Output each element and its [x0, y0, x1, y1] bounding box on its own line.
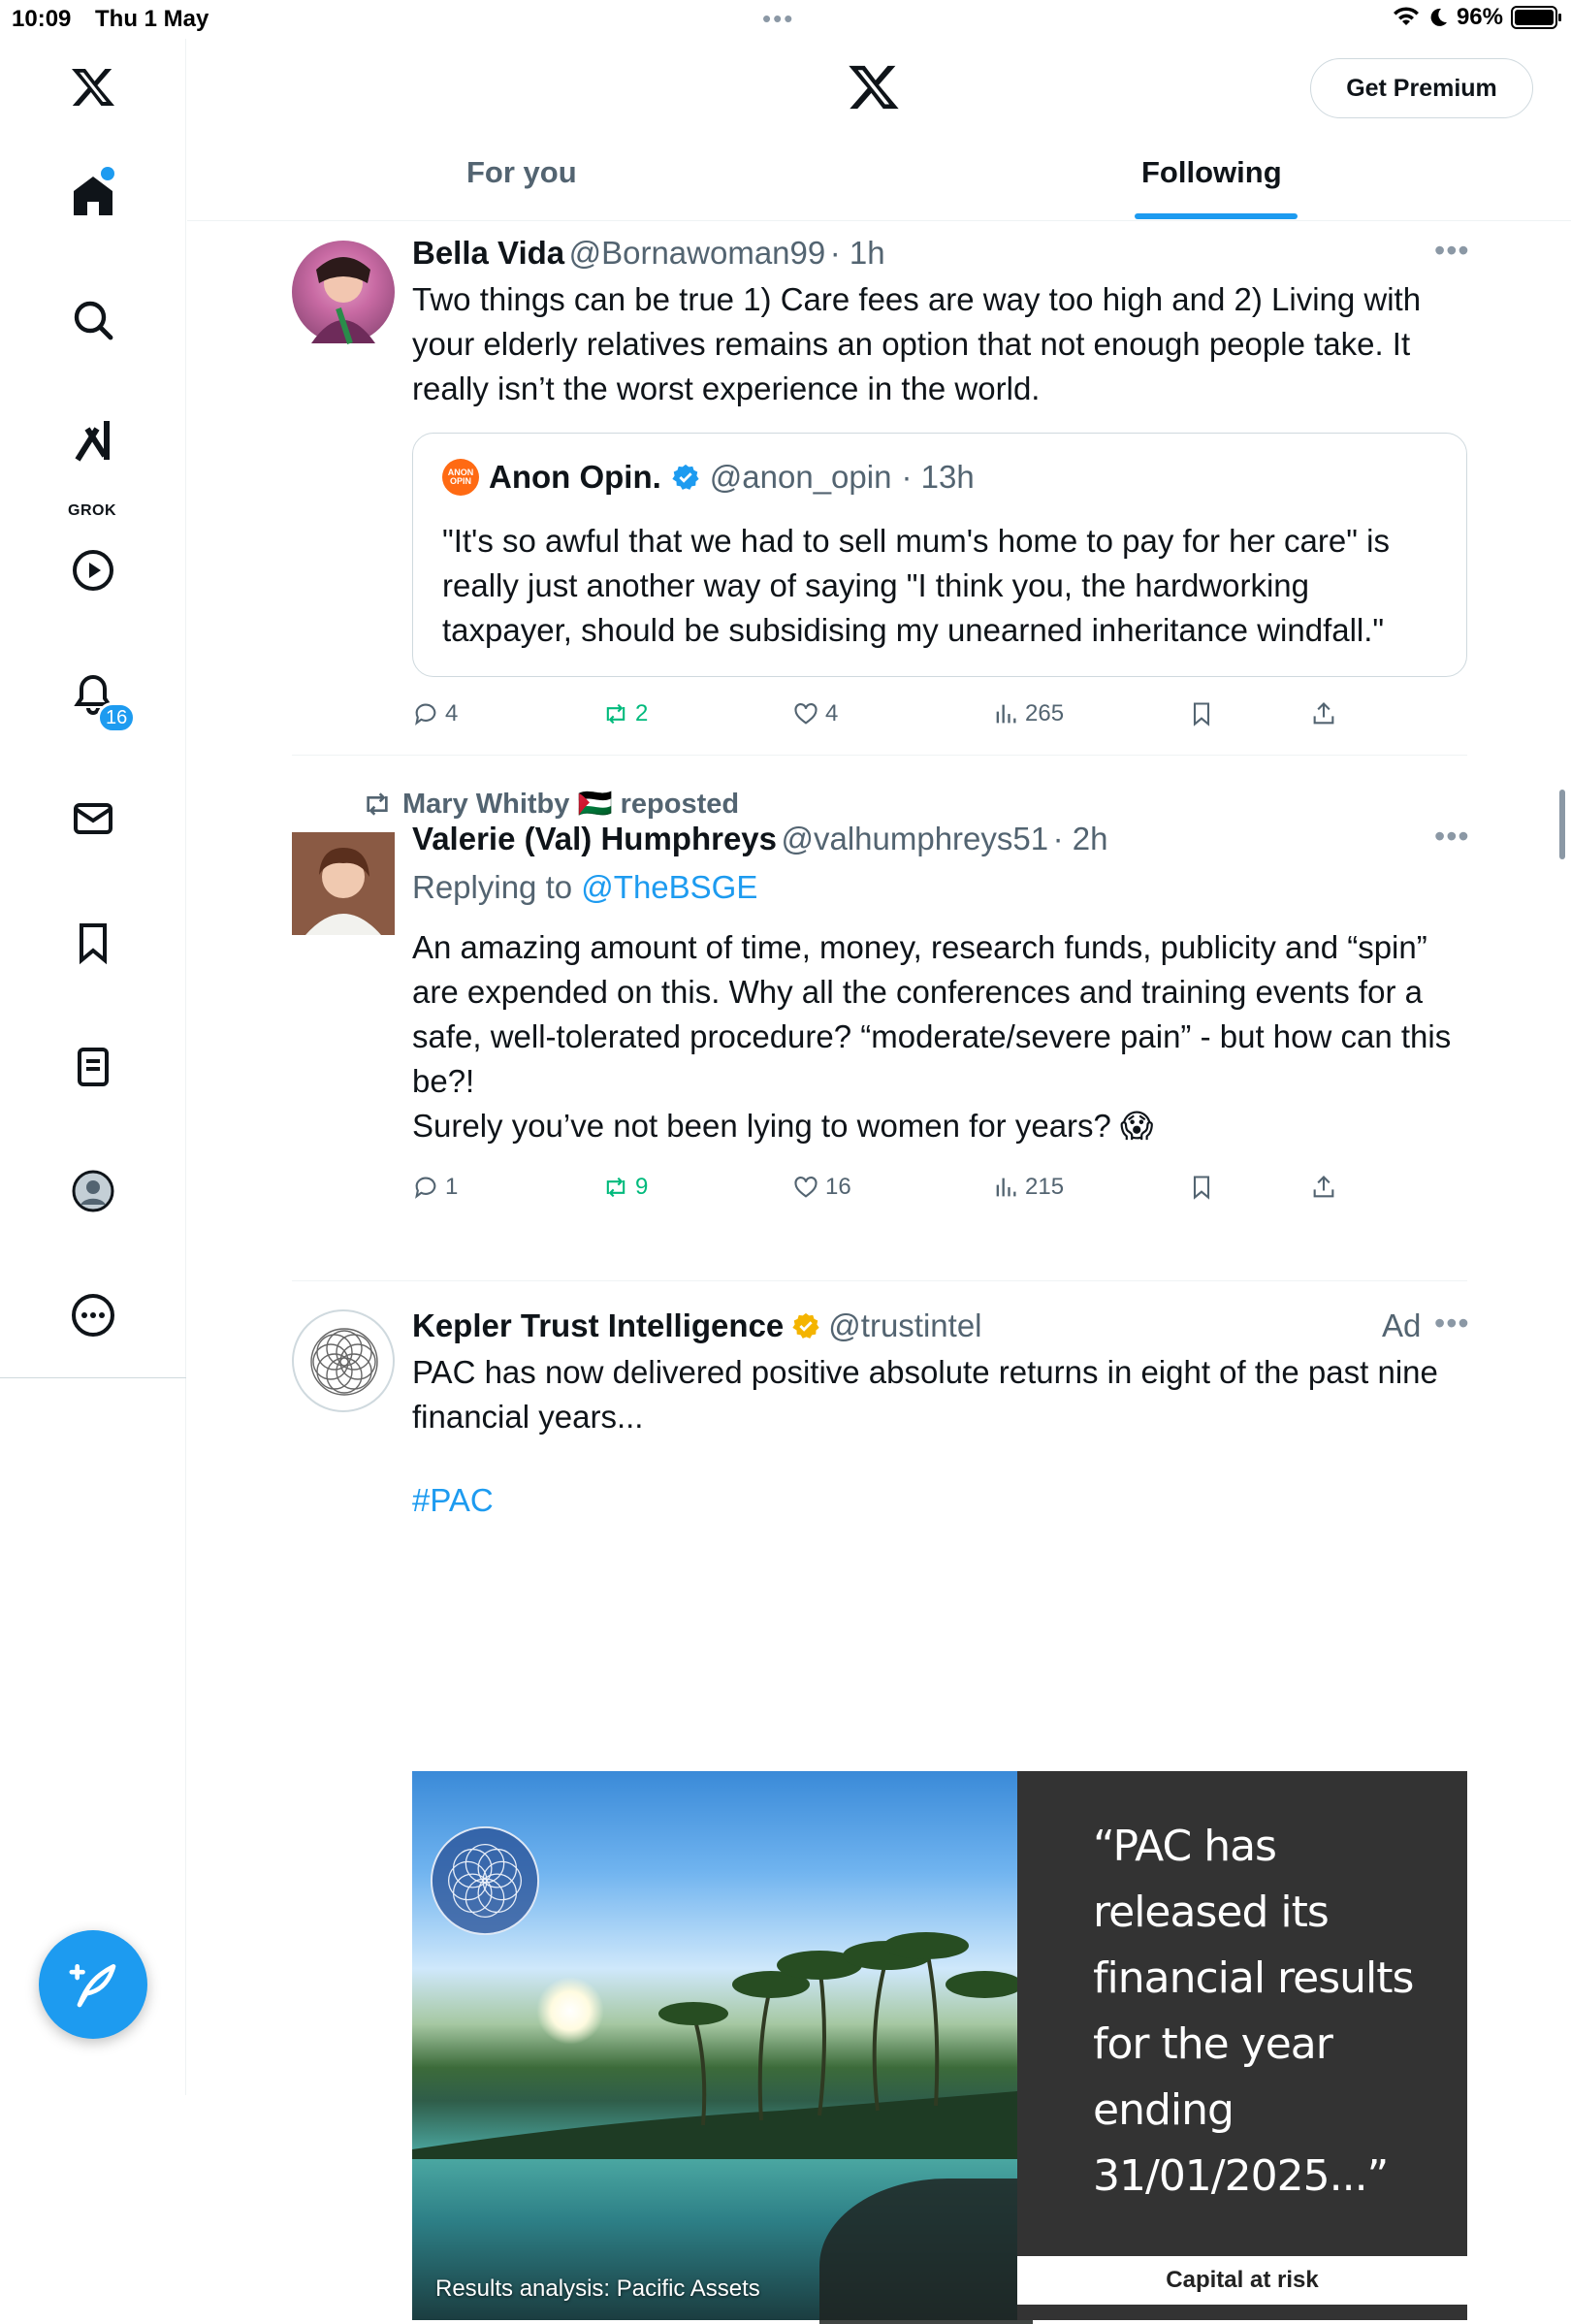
author-name[interactable]: Valerie (Val) Humphreys — [412, 821, 778, 856]
reply-button[interactable] — [412, 1174, 458, 1201]
author-name[interactable]: Kepler Trust Intelligence — [412, 1307, 785, 1343]
post-header — [412, 1307, 982, 1344]
repost-count: 2 — [635, 700, 649, 726]
repost-button[interactable] — [602, 1174, 648, 1201]
timeline-header — [187, 39, 1571, 221]
bookmark-icon — [1188, 1174, 1215, 1201]
post-text: Two things can be true 1) Care fees are way too high and 2) Living with your elderly relatives remains an option that not enough people take. It really isn’t the worst experience in the world. — [412, 281, 1422, 406]
palm-trees-illustration — [412, 1926, 1017, 2159]
messages-envelope-icon[interactable] — [64, 790, 122, 848]
post-text: PAC has now delivered positive absolute returns in eight of the past nine financial years... — [412, 1354, 1438, 1435]
share-upload-icon — [1310, 700, 1337, 727]
like-button[interactable] — [792, 700, 838, 727]
avatar[interactable] — [292, 241, 395, 343]
avatar-illustration — [292, 241, 395, 343]
author-name[interactable]: Bella Vida — [412, 235, 565, 271]
status-bar — [0, 0, 1571, 39]
like-count: 4 — [825, 700, 839, 726]
post-time[interactable]: · 1h — [829, 235, 885, 271]
like-heart-icon — [792, 700, 819, 727]
x-logo-icon[interactable] — [64, 58, 122, 116]
verified-badge-icon — [671, 463, 700, 492]
battery-percent: 96% — [1456, 4, 1503, 30]
notifications-badge: 16 — [97, 702, 136, 733]
author-handle[interactable]: @trustintel — [828, 1307, 982, 1343]
hashtag-link[interactable]: #PAC — [412, 1482, 494, 1518]
views-chart-icon — [992, 700, 1019, 727]
views-chart-icon — [992, 1174, 1019, 1201]
views-count: 265 — [1025, 700, 1065, 726]
video-play-icon[interactable] — [64, 541, 122, 599]
pacific-assets-emblem-icon — [428, 1824, 542, 1938]
reply-icon — [412, 700, 439, 727]
quoted-avatar[interactable]: ANON OPIN — [442, 459, 479, 496]
author-handle[interactable]: @valhumphreys51 — [781, 821, 1049, 856]
replying-to — [412, 869, 757, 906]
bookmark-icon — [1188, 700, 1215, 727]
share-button[interactable] — [1310, 1174, 1337, 1201]
quoted-post-header — [442, 459, 975, 496]
ad-quote-text: “PAC has released its financial results for the year ending 31/01/2025...” — [1093, 1822, 1414, 2201]
post-header — [412, 235, 885, 272]
repost-icon — [602, 700, 629, 727]
post-actions — [412, 1174, 1382, 1212]
post-more-icon[interactable]: ••• — [1434, 1306, 1470, 1340]
reply-count: 4 — [445, 700, 459, 726]
multitasking-dots-icon[interactable]: ••• — [762, 4, 795, 33]
ad-media-card[interactable] — [412, 1771, 1467, 2320]
scroll-indicator[interactable] — [1559, 790, 1565, 859]
grok-icon[interactable] — [64, 411, 122, 469]
sidebar-nav — [0, 39, 186, 2095]
home-unread-dot — [101, 167, 114, 180]
ad-caption: Results analysis: Pacific Assets — [435, 2276, 760, 2302]
bookmark-button[interactable] — [1188, 700, 1215, 727]
post-text: An amazing amount of time, money, research funds, publicity and “spin” are expended on this. Why all the conferences and training events for a safe, well-tolerated procedure? “moderate/severe pain” - but how can this be?! — [412, 929, 1452, 1099]
quoted-post-time[interactable]: · 13h — [901, 459, 975, 495]
post-more-icon[interactable]: ••• — [1434, 233, 1470, 268]
more-options-icon[interactable] — [64, 1286, 122, 1344]
repost-icon — [602, 1174, 629, 1201]
tab-following[interactable]: Following — [1141, 155, 1282, 189]
bookmarks-icon[interactable] — [64, 914, 122, 972]
views-button[interactable] — [992, 1174, 1064, 1201]
repost-count: 9 — [635, 1174, 649, 1200]
quoted-post[interactable] — [412, 433, 1467, 677]
avatar-photo — [292, 832, 395, 935]
bookmark-button[interactable] — [1188, 1174, 1215, 1201]
capital-at-risk-label: Capital at risk — [1017, 2256, 1467, 2305]
replying-to-prefix: Replying to — [412, 869, 573, 905]
do-not-disturb-moon-icon — [1427, 7, 1449, 28]
author-handle[interactable]: @Bornawoman99 — [568, 235, 826, 271]
views-button[interactable] — [992, 700, 1064, 727]
quoted-author-name[interactable]: Anon Opin. — [489, 459, 661, 495]
share-upload-icon — [1310, 1174, 1337, 1201]
battery-icon — [1511, 6, 1557, 29]
quoted-post-text: "It's so awful that we had to sell mum's home to pay for her care" is really just another way of saying "I think you, the hardworking taxpayer, should be subsidising my unearned inheritance windfall." — [442, 523, 1390, 648]
status-date: Thu 1 May — [95, 6, 209, 32]
get-premium-button[interactable]: Get Premium — [1310, 58, 1533, 118]
post-time[interactable]: · 2h — [1052, 821, 1108, 856]
repost-icon — [362, 789, 393, 820]
like-heart-icon — [792, 1174, 819, 1201]
like-button[interactable] — [792, 1174, 851, 1201]
ad-quote-panel — [1017, 1771, 1467, 2320]
search-icon[interactable] — [64, 291, 122, 349]
shore-rocks — [819, 2179, 1033, 2324]
reply-count: 1 — [445, 1174, 459, 1200]
active-tab-indicator — [1135, 213, 1298, 219]
reply-button[interactable] — [412, 700, 458, 727]
share-button[interactable] — [1310, 700, 1337, 727]
post-text-continued: Surely you’ve not been lying to women for years? 😱 — [412, 1108, 1154, 1144]
compose-post-button[interactable] — [39, 1930, 147, 2039]
ad-photo-tropical-beach — [412, 1771, 1017, 2320]
post-separator — [292, 755, 1467, 756]
post-more-icon[interactable]: ••• — [1434, 819, 1470, 854]
profile-icon[interactable] — [64, 1162, 122, 1220]
kepler-logo-icon — [294, 1311, 395, 1412]
replying-to-handle[interactable]: @TheBSGE — [581, 869, 758, 905]
status-time: 10:09 — [12, 6, 72, 32]
repost-button[interactable] — [602, 700, 648, 727]
post-header — [412, 821, 1107, 857]
grok-label: GROK — [68, 502, 116, 519]
quoted-author-handle[interactable]: @anon_opin — [709, 459, 892, 495]
avatar[interactable] — [292, 1309, 395, 1412]
reply-icon — [412, 1174, 439, 1201]
avatar[interactable] — [292, 832, 395, 935]
ad-label: Ad — [1382, 1307, 1422, 1343]
compose-feather-icon — [66, 1957, 120, 2012]
post-separator — [292, 1280, 1467, 1281]
tab-for-you[interactable]: For you — [466, 155, 577, 189]
repost-context[interactable] — [362, 788, 739, 821]
post-actions — [412, 700, 1382, 739]
status-indicators — [1393, 4, 1557, 31]
sidebar-divider — [0, 1377, 186, 1378]
gold-verified-badge-icon — [791, 1311, 820, 1340]
views-count: 215 — [1025, 1174, 1065, 1200]
wifi-icon — [1393, 6, 1420, 29]
reposted-by-label: Mary Whitby 🇵🇸 reposted — [402, 789, 740, 820]
x-logo-icon[interactable] — [847, 60, 901, 114]
lists-icon[interactable] — [64, 1038, 122, 1096]
like-count: 16 — [825, 1174, 851, 1200]
